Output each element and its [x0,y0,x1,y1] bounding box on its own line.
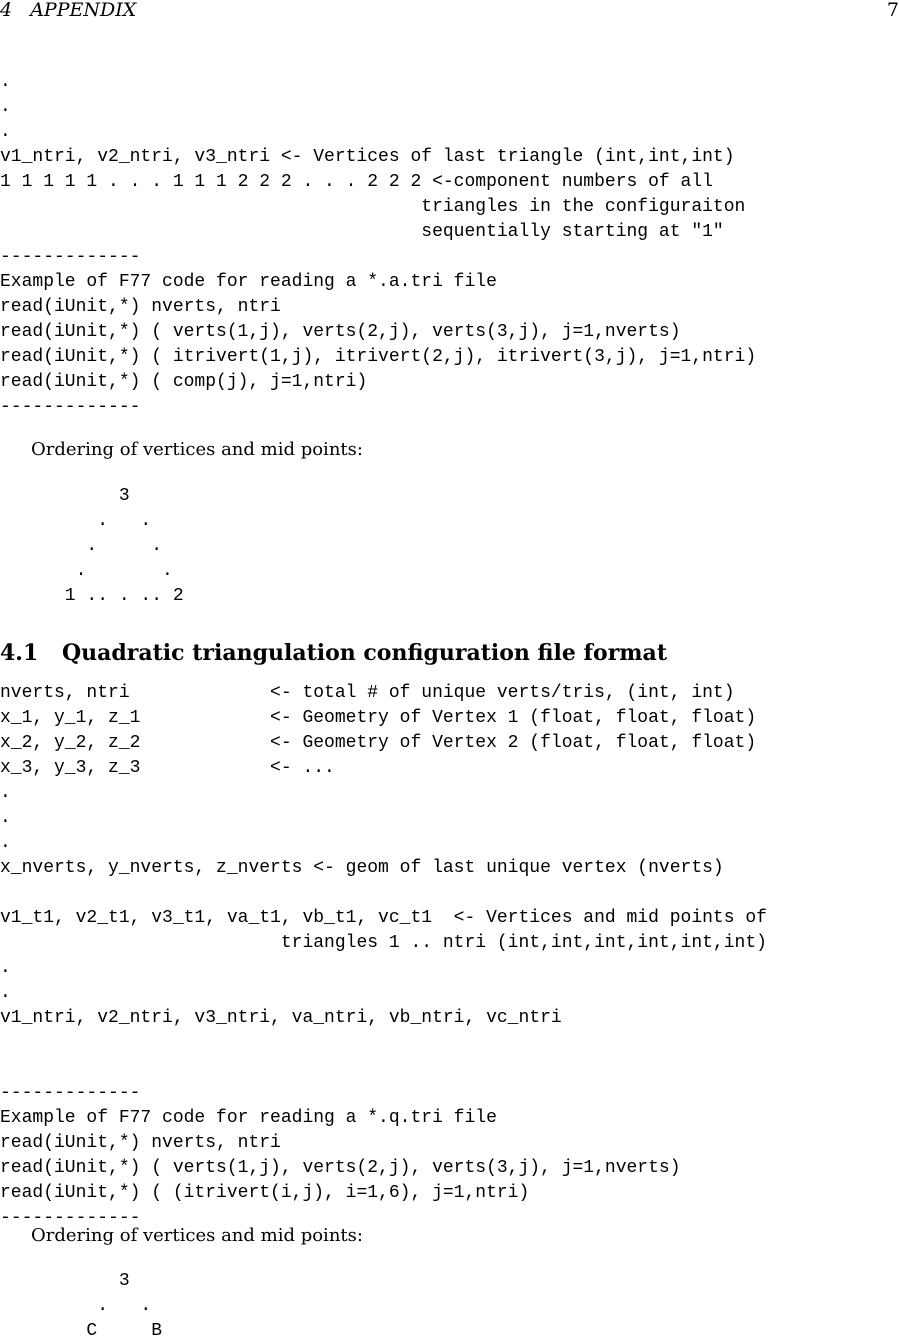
code-line: 1 .. . .. 2 [0,586,184,606]
code-line: 3 [0,1271,130,1291]
code-line: x_2, y_2, z_2 <- Geometry of Vertex 2 (float, float, float) [0,733,757,753]
code-line: read(iUnit,*) nverts, ntri [0,297,281,317]
code-line: sequentially starting at "1" [0,222,724,242]
code-line: v1_ntri, v2_ntri, v3_ntri <- Vertices of last triangle (int,int,int) [0,147,735,167]
code-line: 1 1 1 1 1 . . . 1 1 1 2 2 2 . . . 2 2 2 <-component numbers of all [0,172,713,192]
code-line: . [0,833,11,853]
code-line: ------------- [0,1083,141,1103]
code-line [0,1056,767,1081]
code-line [0,1031,767,1056]
code-line: C B [0,1321,163,1341]
code-line: Example of F77 code for reading a *.a.tri file [0,272,497,292]
code-block-quadratic-format [0,681,767,1231]
code-line: read(iUnit,*) nverts, ntri [0,1133,281,1153]
code-line: x_3, y_3, z_3 <- ... [0,758,335,778]
code-line: read(iUnit,*) ( verts(1,j), verts(2,j), verts(3,j), j=1,nverts) [0,322,681,342]
code-line: . [0,97,11,117]
code-line: . [0,783,11,803]
code-line: . [0,983,11,1003]
code-line: read(iUnit,*) ( verts(1,j), verts(2,j), verts(3,j), j=1,nverts) [0,1158,681,1178]
code-line: ------------- [0,1208,141,1228]
code-line: x_nverts, y_nverts, z_nverts <- geom of last unique vertex (nverts) [0,858,724,878]
code-line: triangles 1 .. ntri (int,int,int,int,int,int) [0,933,767,953]
code-line: . [0,808,11,828]
code-line: . . [0,511,152,531]
code-line: v1_t1, v2_t1, v3_t1, va_t1, vb_t1, vc_t1 <- Vertices and mid points of [0,908,767,928]
code-line: . [0,72,11,92]
running-header-section: 4 APPENDIX [0,0,137,21]
section-heading [0,638,667,668]
paragraph-ordering-vertices-2: Ordering of vertices and mid points: [31,1225,363,1246]
code-block-linear-format [0,70,756,420]
code-line [0,881,767,906]
triangle-diagram-quadratic [0,1269,162,1344]
code-line: nverts, ntri <- total # of unique verts/tris, (int, int) [0,683,735,703]
code-line: . . [0,561,173,581]
page-number: 7 [886,0,899,21]
code-line: triangles in the configuraiton [0,197,746,217]
section-number: 4.1 [0,640,39,666]
code-line: . . [0,536,163,556]
code-line: . [0,958,11,978]
code-line: read(iUnit,*) ( (itrivert(i,j), i=1,6), j=1,ntri) [0,1183,530,1203]
code-line: v1_ntri, v2_ntri, v3_ntri, va_ntri, vb_ntri, vc_ntri [0,1008,562,1028]
triangle-diagram-linear [0,484,184,609]
code-line: 3 [0,486,130,506]
code-line: read(iUnit,*) ( itrivert(1,j), itrivert(2,j), itrivert(3,j), j=1,ntri) [0,347,757,367]
section-title: Quadratic triangulation configuration file format [62,640,667,666]
code-line: x_1, y_1, z_1 <- Geometry of Vertex 1 (float, float, float) [0,708,757,728]
paragraph-ordering-vertices: Ordering of vertices and mid points: [31,439,363,460]
code-line: read(iUnit,*) ( comp(j), j=1,ntri) [0,372,368,392]
code-line: . . [0,1296,152,1316]
code-line: . [0,122,11,142]
code-line: ------------- [0,397,141,417]
code-line: Example of F77 code for reading a *.q.tri file [0,1108,497,1128]
code-line: ------------- [0,247,141,267]
